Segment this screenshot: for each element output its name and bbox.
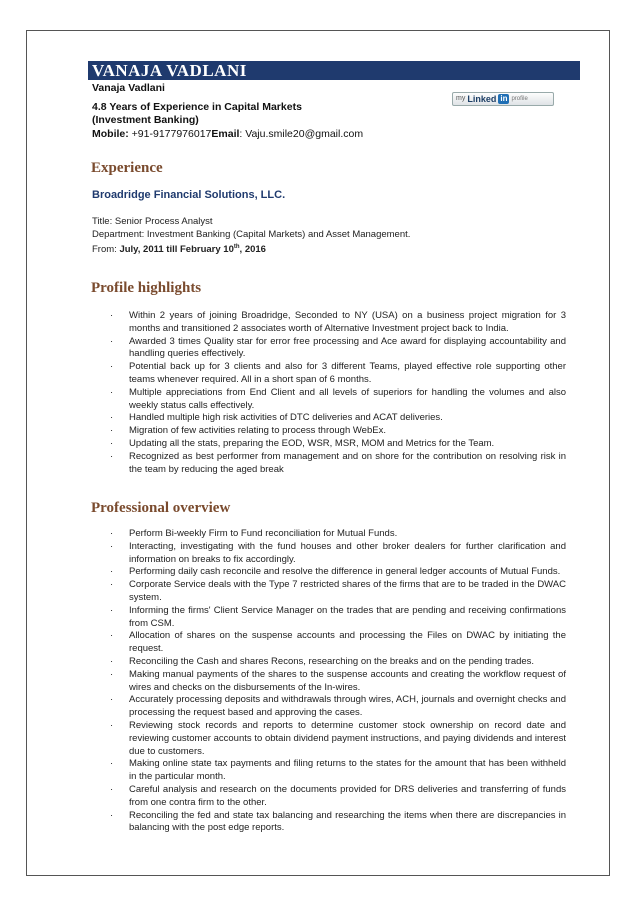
list-item: · Updating all the stats, preparing the EOD, WSR, MSR, MOM and Metrics for the Team. [110, 438, 566, 451]
domain-summary: (Investment Banking) [92, 114, 199, 126]
job-dates [92, 241, 410, 257]
job-dates-end: , 2016 [239, 244, 266, 256]
list-item: · Reconciling the Cash and shares Recons, researching on the breaks and on the pending trades. [110, 656, 566, 669]
job-dates-label: From: [92, 244, 120, 256]
list-item: · Making manual payments of the shares to the suspense accounts and creating the workflow request of wires and checks on the disbursements of the In-wires. [110, 669, 566, 695]
list-item: · Reviewing stock records and reports to determine customer stock ownership on record date and reviewing customer accounts to obtain dividend payment instructions, and paying dividends and interest due to customers. [110, 720, 566, 758]
mobile-value: +91-9177976017 [131, 127, 212, 140]
list-item: · Recognized as best performer from management and on shore for the contribution on resolving risk in the team by reducing the aged break [110, 451, 566, 477]
job-details [92, 216, 410, 257]
email-value[interactable]: : Vaju.smile20@gmail.com [239, 127, 364, 140]
list-item: · Making online state tax payments and filing returns to the states for the amount that has been withheld in the particular month. [110, 758, 566, 784]
list-item: · Performing daily cash reconcile and resolve the difference in general ledger accounts of Mutual Funds. [110, 566, 566, 579]
linkedin-profile-text: profile [511, 96, 528, 102]
linkedin-my: my [456, 95, 466, 102]
name-banner: VANAJA VADLANI [88, 61, 580, 80]
profile-highlights-heading: Profile highlights [91, 280, 202, 296]
linkedin-profile-badge[interactable] [452, 92, 554, 106]
list-item: · Within 2 years of joining Broadridge, Seconded to NY (USA) on a business project migration for 3 months and transitioned 2 associates worth of Alternative Investment project back to India. [110, 310, 566, 336]
list-item: · Careful analysis and research on the documents provided for DRS deliveries and transferring of funds from one contra firm to the other. [110, 784, 566, 810]
list-item: · Multiple appreciations from End Client and all levels of superiors for handling the volumes and also weekly status calls effectively. [110, 387, 566, 413]
list-item: · Corporate Service deals with the Type 7 restricted shares of the firms that are to be traded in the DWAC system. [110, 579, 566, 605]
list-item: · Interacting, investigating with the fund houses and other broker dealers for further clarification and information on breaks to fix accordingly. [110, 541, 566, 567]
mobile-label: Mobile: [92, 127, 129, 140]
job-title: Title: Senior Process Analyst [92, 216, 213, 227]
contact-header [92, 82, 363, 141]
list-item: · Perform Bi-weekly Firm to Fund reconciliation for Mutual Funds. [110, 528, 566, 541]
job-dates-value: July, 2011 till February 10 [119, 244, 234, 256]
professional-overview-heading: Professional overview [91, 500, 231, 516]
contact-line [92, 128, 363, 142]
candidate-name: Vanaja Vadlani [92, 82, 165, 94]
list-item: · Informing the firms' Client Service Manager on the trades that are pending and receiving confirmations from CSM. [110, 605, 566, 631]
job-dates-sup: th [233, 244, 240, 250]
list-item: · Migration of few activities relating to process through WebEx. [110, 425, 566, 438]
list-item: · Awarded 3 times Quality star for error free processing and Ace award for displaying accountability and handling queries effectively. [110, 336, 566, 362]
experience-summary: 4.8 Years of Experience in Capital Markets [92, 100, 302, 113]
list-item: · Accurately processing deposits and withdrawals through wires, ACH, journals and overnight checks and processing the request based and approving the cases. [110, 694, 566, 720]
profile-highlights-list [110, 310, 566, 476]
list-item: · Handled multiple high risk activities of DTC deliveries and ACAT deliveries. [110, 412, 566, 425]
linkedin-logo-text: Linked [467, 94, 497, 104]
list-item: · Allocation of shares on the suspense accounts and processing the Files on DWAC by initiating the request. [110, 630, 566, 656]
professional-overview-list [110, 528, 566, 835]
experience-heading: Experience [91, 160, 163, 176]
email-label: Email [211, 127, 240, 140]
linkedin-in-icon: in [500, 94, 508, 103]
job-department: Department: Investment Banking (Capital Markets) and Asset Management. [92, 228, 411, 240]
list-item: · Potential back up for 3 clients and also for 3 different Teams, played effective role supporting other teams whenever required. All in a short span of 6 months. [110, 361, 566, 387]
company-name: Broadridge Financial Solutions, LLC. [92, 189, 286, 201]
list-item: · Reconciling the fed and state tax balancing and researching the items when there are discrepancies in balancing with the post edge reports. [110, 810, 566, 836]
